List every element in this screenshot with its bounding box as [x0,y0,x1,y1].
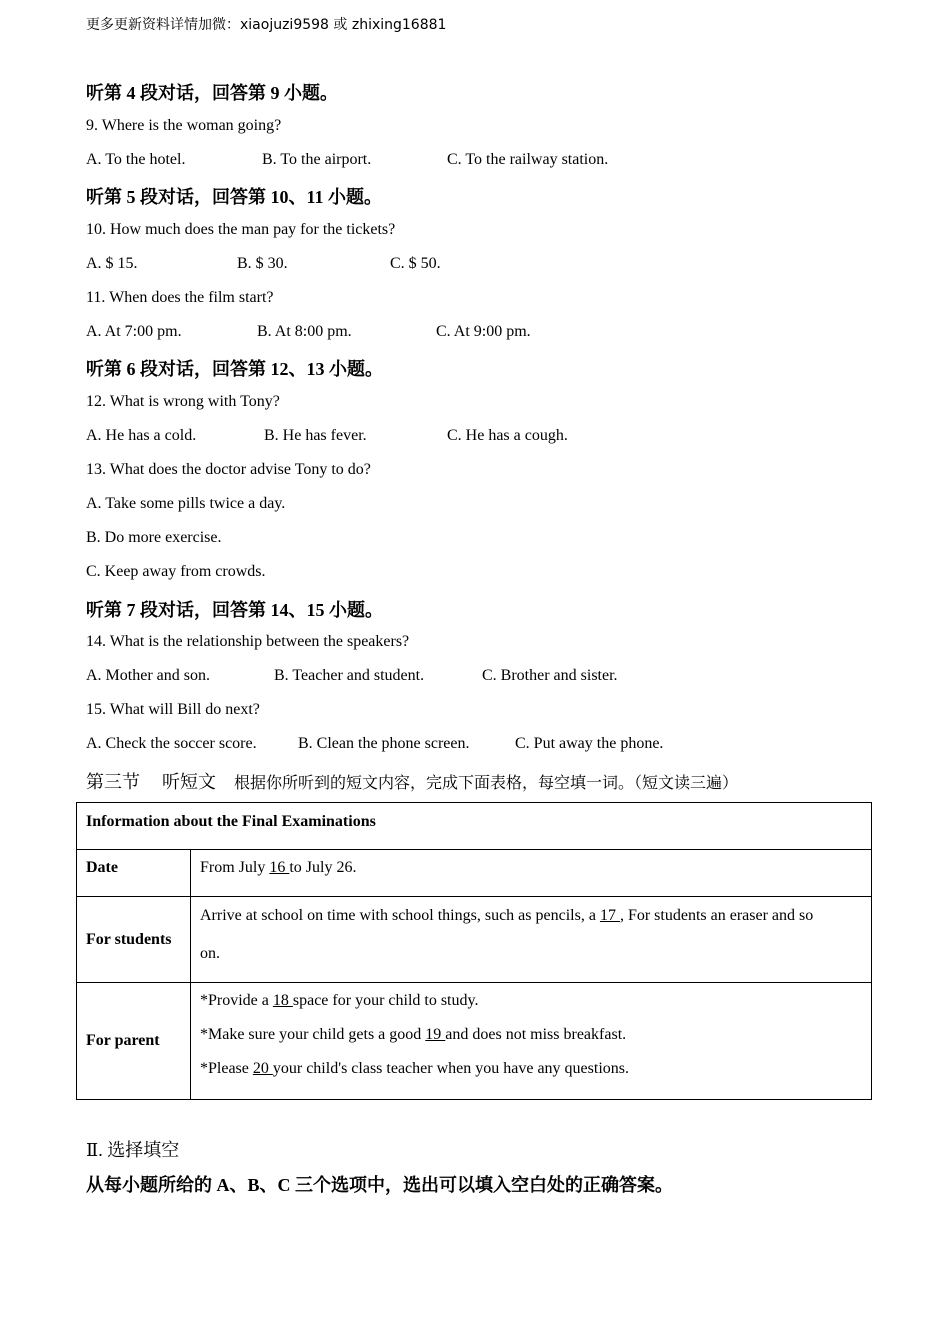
section-title-4: 听第 4 段对话，回答第 9 小题。 [86,83,338,103]
option-13b: B. Do more exercise. [86,529,222,546]
section-title-7: 听第 7 段对话，回答第 14、15 小题。 [86,600,383,620]
question-10: 10. How much does the man pay for the tickets? [86,221,396,238]
option-11b: B. At 8:00 pm. [257,323,352,340]
table-row-parent [77,983,872,1100]
table-title: Information about the Final Examinations [77,803,872,850]
part2-instruction: 从每小题所给的 A、B、C 三个选项中，选出可以填入空白处的正确答案。 [86,1175,674,1195]
parent-l1-pre: *Provide a [200,992,273,1009]
blank-16: 16 [269,859,290,876]
option-15c: C. Put away the phone. [515,735,664,752]
option-13c: C. Keep away from crowds. [86,563,266,580]
option-10c: C. $ 50. [390,255,441,272]
part2-title: Ⅱ. 选择填空 [86,1140,180,1160]
blank-18: 18 [272,992,293,1009]
option-12b: B. He has fever. [264,427,367,444]
option-14c: C. Brother and sister. [482,667,618,684]
option-11a: A. At 7:00 pm. [86,323,182,340]
option-15b: B. Clean the phone screen. [298,735,470,752]
parent-l3-pre: *Please [200,1060,253,1077]
option-14b: B. Teacher and student. [274,667,425,684]
option-12c: C. He has a cough. [447,427,568,444]
table-row-date [77,850,872,897]
blank-20: 20 [252,1060,273,1077]
question-14: 14. What is the relationship between the speakers? [86,633,410,650]
option-9b: B. To the airport. [262,151,372,168]
row-content-students [191,897,872,983]
date-text-post: to July 26. [289,859,357,876]
section3-heading [86,768,738,794]
question-9: 9. Where is the woman going? [86,117,282,134]
option-9c: C. To the railway station. [447,151,609,168]
students-text-pre: Arrive at school on time with school things, such as pencils, a [200,907,600,924]
option-15a: A. Check the soccer score. [86,735,257,752]
row-label-parent: For parent [77,983,191,1100]
page-header: 更多更新资料详情加微：xiaojuzi9598 或 zhixing16881 [86,17,447,33]
info-table [76,802,872,1100]
question-12: 12. What is wrong with Tony? [86,393,280,410]
parent-l2-post: and does not miss breakfast. [445,1026,627,1043]
section3-title-a: 第三节 [86,772,140,792]
section-title-6: 听第 6 段对话，回答第 12、13 小题。 [86,359,383,379]
students-text-post: , For students an eraser and so [619,907,814,924]
date-text-pre: From July [200,859,270,876]
parent-l2-pre: *Make sure your child gets a good [200,1026,426,1043]
blank-17: 17 [599,907,620,924]
students-text-line2: on. [200,945,220,962]
row-label-students: For students [77,897,191,983]
parent-l1-post: space for your child to study. [292,992,479,1009]
option-10a: A. $ 15. [86,255,138,272]
row-content-parent [191,983,872,1100]
row-content-date [191,850,872,897]
question-13: 13. What does the doctor advise Tony to do? [86,461,371,478]
option-14a: A. Mother and son. [86,667,210,684]
option-13a: A. Take some pills twice a day. [86,495,286,512]
option-12a: A. He has a cold. [86,427,197,444]
section3-title-b: 听短文 [162,772,216,792]
question-11: 11. When does the film start? [86,289,274,306]
option-10b: B. $ 30. [237,255,288,272]
section-title-5: 听第 5 段对话，回答第 10、11 小题。 [86,187,383,207]
blank-19: 19 [425,1026,446,1043]
parent-l3-post: your child's class teacher when you have any questions. [272,1060,629,1077]
option-11c: C. At 9:00 pm. [436,323,531,340]
section3-note: 根据你所听到的短文内容，完成下面表格，每空填一词。（短文读三遍） [234,773,739,792]
question-15: 15. What will Bill do next? [86,701,260,718]
row-label-date: Date [77,850,191,897]
table-row-students [77,897,872,983]
option-9a: A. To the hotel. [86,151,186,168]
